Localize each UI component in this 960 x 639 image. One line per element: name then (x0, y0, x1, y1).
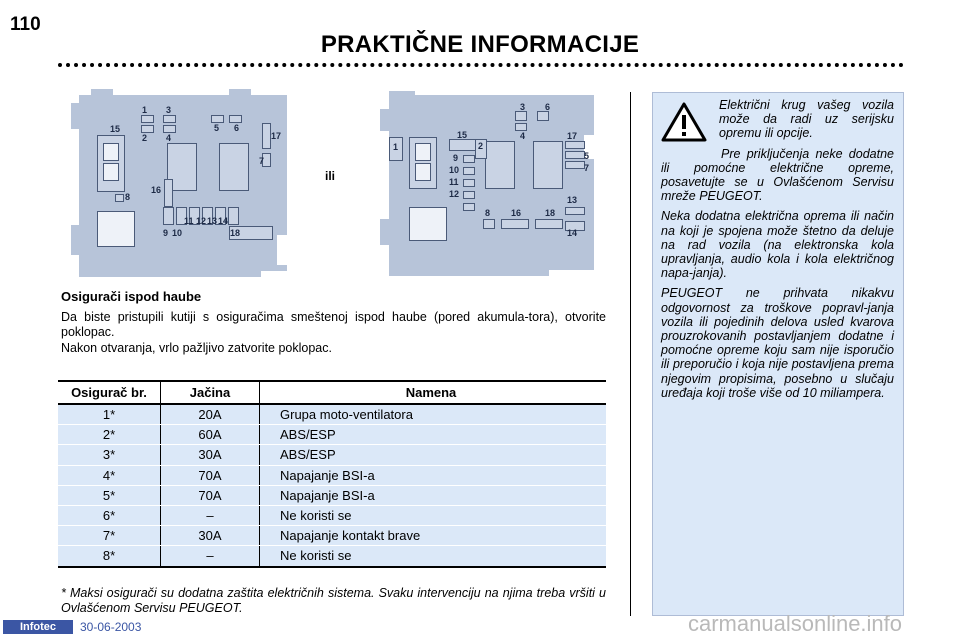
fuse-number-cell: 1* (58, 404, 161, 425)
fuse-number-cell: 7* (58, 526, 161, 546)
fuse-label: 12 (196, 216, 207, 226)
fuse-purpose-cell: ABS/ESP (260, 445, 607, 465)
warning-triangle-icon (661, 102, 707, 142)
info-paragraph: Električni krug vašeg vozila može da radi uz serijsku opremu ili opcije. (719, 98, 894, 141)
fuse-label: 2 (478, 141, 484, 151)
fuse-label: 3 (166, 105, 172, 115)
info-paragraph: Pre priključenja neke dodatne ili pomoćne električne opreme, posavetujte se u Ovlašćenom Servisu mreže PEUGEOT. (661, 146, 894, 204)
page-number: 110 (10, 14, 41, 35)
fuse-number-cell: 8* (58, 546, 161, 567)
fuse-label: 18 (545, 208, 556, 218)
column-header: Jačina (161, 381, 260, 404)
fuse-label: 5 (214, 123, 220, 133)
info-paragraph: Neka dodatna električna oprema ili način na koji je spojena može štetno da deluje na rad vozila (na elektronska kola upravljanja, audio kola i kola električnog napa-janja). (661, 209, 894, 281)
intro-paragraph: Nakon otvaranja, vrlo pažljivo zatvorite poklopac. (61, 341, 332, 355)
fuse-label: 12 (449, 189, 460, 199)
fuse-label: 6 (545, 102, 551, 112)
column-header: Namena (260, 381, 607, 404)
fuse-label: 1 (142, 105, 148, 115)
table-row (58, 425, 606, 445)
fuse-table (58, 380, 606, 568)
fuse-rating-cell: 60A (161, 425, 260, 445)
fuse-number-cell: 6* (58, 505, 161, 525)
table-header-row (58, 381, 606, 404)
diagram-separator-label: ili (325, 169, 336, 183)
fuse-number-cell: 4* (58, 465, 161, 485)
fuse-purpose-cell: Ne koristi se (260, 505, 607, 525)
fuse-rating-cell: 30A (161, 445, 260, 465)
fuse-label: 5 (584, 151, 590, 161)
column-header: Osigurač br. (58, 381, 161, 404)
fuse-label: 6 (234, 123, 240, 133)
footnote: * Maksi osigurači su dodatna zaštita električnih sistema. Svaku intervenciju na njima treba vršiti u Ovlašćenom Servisu PEUGEOT. (61, 586, 606, 615)
fuse-label: 10 (449, 165, 460, 175)
fuse-label: 13 (207, 216, 218, 226)
page-title: PRAKTIČNE INFORMACIJE (320, 31, 640, 58)
fuse-label: 15 (110, 124, 121, 134)
fuse-rating-cell: – (161, 546, 260, 567)
fuse-label: 16 (511, 208, 522, 218)
fuse-label: 8 (485, 208, 491, 218)
table-row (58, 505, 606, 525)
fuse-label: 7 (584, 163, 590, 173)
fuse-label: 11 (184, 216, 194, 226)
section-heading: Osigurači ispod haube (61, 289, 202, 304)
fuse-label: 3 (520, 102, 526, 112)
fuse-label: 4 (520, 131, 526, 141)
fuse-label: 8 (125, 192, 131, 202)
column-divider (630, 92, 631, 616)
fuse-rating-cell: – (161, 505, 260, 525)
fuse-label: 17 (271, 131, 282, 141)
table-row (58, 465, 606, 485)
fuse-label: 9 (163, 228, 169, 238)
fuse-purpose-cell: Napajanje BSI-a (260, 465, 607, 485)
fuse-label: 15 (457, 130, 468, 140)
title-dotted-rule (58, 63, 904, 67)
info-paragraph: PEUGEOT ne prihvata nikakvu odgovornost za troškove popravl-janja vozila ili pojedinih delova usled kvarova prouzrokovanih postavljanjem dodatne i pomoćne opreme koju sam nije isporučio ili preporučio i koja nije postavljena prema njegovim propisima, posebno u slučaju uređaja koji troše više od 10 miliampera. (661, 286, 894, 400)
fuse-purpose-cell: Napajanje kontakt brave (260, 526, 607, 546)
fuse-purpose-cell: Grupa moto-ventilatora (260, 404, 607, 425)
fuse-label: 4 (166, 133, 172, 143)
table-row (58, 526, 606, 546)
table-row (58, 546, 606, 567)
fuse-purpose-cell: Ne koristi se (260, 546, 607, 567)
fuse-label: 1 (393, 142, 399, 152)
table-row (58, 404, 606, 425)
fuse-purpose-cell: ABS/ESP (260, 425, 607, 445)
table-row (58, 485, 606, 505)
fuse-number-cell: 3* (58, 445, 161, 465)
fuse-number-cell: 2* (58, 425, 161, 445)
warning-info-box (652, 92, 904, 616)
fuse-label: 14 (218, 216, 229, 226)
fuse-label: 13 (567, 195, 578, 205)
fuse-label: 16 (151, 185, 162, 195)
fuse-number-cell: 5* (58, 485, 161, 505)
fuse-rating-cell: 20A (161, 404, 260, 425)
fuse-box-diagram-right (389, 95, 594, 276)
table-row (58, 445, 606, 465)
fuse-label: 18 (230, 228, 241, 238)
fuse-label: 10 (172, 228, 183, 238)
watermark-text: carmanualsonline.info (688, 611, 903, 636)
fuse-rating-cell: 30A (161, 526, 260, 546)
fuse-label: 2 (142, 133, 148, 143)
fuse-label: 9 (453, 153, 459, 163)
fuse-box-diagram-left (79, 95, 287, 277)
footer-date: 30-06-2003 (80, 620, 142, 634)
infotec-logo: Infotec (3, 620, 73, 634)
fuse-label: 17 (567, 131, 578, 141)
fuse-label: 11 (449, 177, 459, 187)
fuse-rating-cell: 70A (161, 485, 260, 505)
fuse-purpose-cell: Napajanje BSI-a (260, 485, 607, 505)
intro-paragraph: Da biste pristupili kutiji s osiguračima smeštenoj ispod haube (pored akumula-tora), otvorite poklopac. (61, 310, 606, 339)
fuse-label: 7 (259, 156, 265, 166)
fuse-label: 14 (567, 228, 578, 238)
fuse-rating-cell: 70A (161, 465, 260, 485)
